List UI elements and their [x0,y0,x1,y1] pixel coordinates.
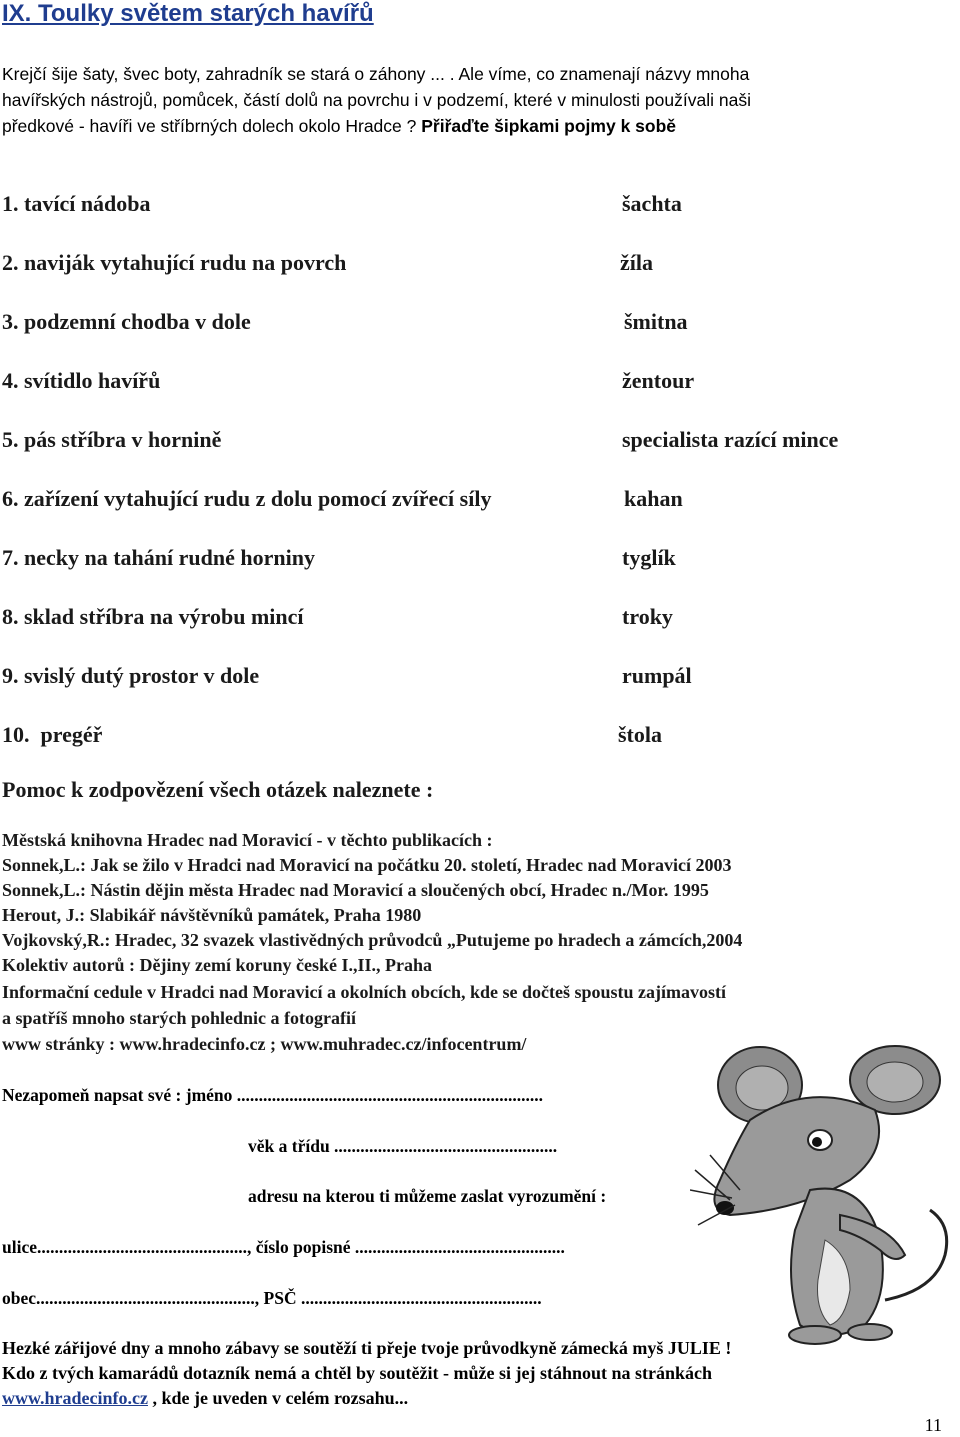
mouse-illustration [690,1040,960,1350]
page-title: IX. Toulky světem starých havířů [2,0,374,27]
name-field-line: Nezapomeň napsat své : jméno ...................................................................... [2,1085,544,1105]
right-term-1: šachta [622,191,682,216]
help-heading: Pomoc k zodpovězení všech otázek naleznete : [2,777,434,802]
left-term-6: 6. zařízení vytahující rudu z dolu pomocí zvířecí síly [2,486,492,511]
right-term-9: rumpál [622,663,692,688]
closing-line-3-rest: , kde je uveden v celém rozsahu... [147,1388,409,1408]
intro-line-3-start: předkové - havíři ve stříbrných dolech okolo Hradce ? [2,116,417,136]
right-term-3: šmitna [624,309,688,334]
right-term-2: žíla [620,250,653,275]
closing-line-1: Hezké zářijové dny a mnoho zábavy se soutěží ti přeje tvoje průvodkyně zámecká myš JULIE ! [2,1338,732,1358]
left-term-9: 9. svislý dutý prostor v dole [2,663,260,688]
town-field-line: obec.................................................., PSČ ....................................................... [2,1288,542,1308]
source-line-3: Sonnek,L.: Nástin dějin města Hradec nad Moravicí a sloučených obcí, Hradec n./Mor. 1995 [2,880,709,900]
source-line-6: Kolektiv autorů : Dějiny zemí koruny české I.,II., Praha [2,955,432,975]
street-field-line: ulice................................................, číslo popisné ................................................ [2,1237,565,1257]
left-term-8: 8. sklad stříbra na výrobu mincí [2,604,304,629]
left-term-3: 3. podzemní chodba v dole [2,309,251,334]
source-line-7: Informační cedule v Hradci nad Moravicí a okolních obcích, kde se dočteš spoustu zajímavostí [2,982,726,1002]
address-label: adresu na kterou ti můžeme zaslat vyrozumění : [248,1186,607,1206]
closing-line-3 [2,1388,408,1409]
source-line-5: Vojkovský,R.: Hradec, 32 svazek vlastivědných průvodců „Putujeme po hradech a zámcích,2004 [2,930,743,950]
left-term-4: 4. svítidlo havířů [2,368,161,393]
closing-line-2: Kdo z tvých kamarádů dotazník nemá a chtěl by soutěžit - může si jej stáhnout na stránkách [2,1363,713,1383]
left-term-1: 1. tavící nádoba [2,191,151,216]
source-line-8: a spatříš mnoho starých pohlednic a fotografií [2,1008,357,1028]
website-link[interactable]: www.hradecinfo.cz [2,1388,148,1408]
left-term-2: 2. naviják vytahující rudu na povrch [2,250,347,275]
right-term-8: troky [622,604,673,629]
intro-line-3 [2,116,676,137]
left-term-5: 5. pás stříbra v hornině [2,427,222,452]
page-number: 11 [924,1415,942,1435]
intro-line-1: Krejčí šije šaty, švec boty, zahradník se stará o záhony ... . Ale víme, co znamenají názvy mnoha [2,64,750,84]
right-term-5: specialista razící mince [622,427,839,452]
right-term-6: kahan [624,486,683,511]
right-term-4: žentour [622,368,695,393]
age-class-field-line: věk a třídu ................................................... [248,1136,558,1156]
source-line-4: Herout, J.: Slabikář návštěvníků památek, Praha 1980 [2,905,422,925]
right-term-7: tyglík [622,545,676,570]
left-term-7: 7. necky na tahání rudné horniny [2,545,315,570]
left-term-10: 10. pregéř [2,722,103,747]
intro-line-2: havířských nástrojů, pomůcek, částí dolů na povrchu i v podzemí, které v minulosti používali naši [2,90,751,110]
right-term-10: štola [618,722,662,747]
source-line-1: Městská knihovna Hradec nad Moravicí - v těchto publikacích : [2,830,493,850]
source-line-2: Sonnek,L.: Jak se žilo v Hradci nad Moravicí na počátku 20. století, Hradec nad Moravicí 2003 [2,855,732,875]
source-line-9: www stránky : www.hradecinfo.cz ; www.muhradec.cz/infocentrum/ [2,1034,527,1054]
instruction-text: Přiřaďte šipkami pojmy k sobě [421,116,677,136]
